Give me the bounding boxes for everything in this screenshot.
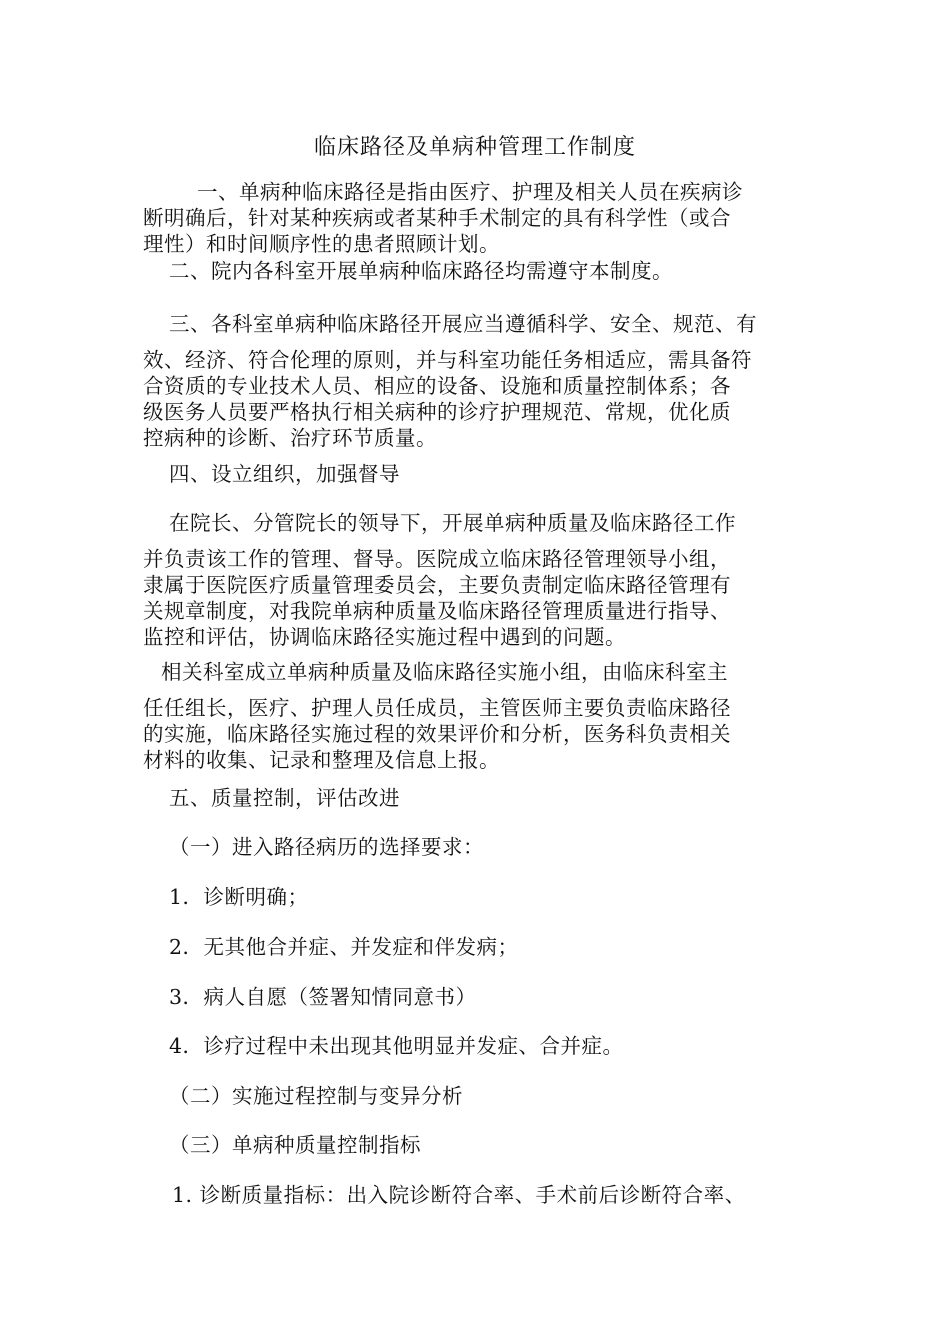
list-item: 1. 诊断质量指标：出入院诊断符合率、手术前后诊断符合率、 [172,1183,746,1207]
paragraph-line: 一、单病种临床路径是指由医疗、护理及相关人员在疾病诊 [197,180,743,204]
paragraph-line: 并负责该工作的管理、督导。医院成立临床路径管理领导小组， [143,547,731,571]
subsection-1-heading: （一）进入路径病历的选择要求： [169,835,484,859]
paragraph-line: 隶属于医院医疗质量管理委员会，主要负责制定临床路径管理有 [143,573,731,597]
paragraph-line: 在院长、分管院长的领导下，开展单病种质量及临床路径工作 [169,511,736,535]
section-4-paragraph-2 [143,659,811,773]
subsection-3-heading: （三）单病种质量控制指标 [169,1133,421,1157]
paragraph-line: 控病种的诊断、治疗环节质量。 [143,426,437,450]
list-item: 4．诊疗过程中未出现其他明显并发症、合并症。 [169,1034,624,1058]
paragraph-line: 效、经济、符合伦理的原则，并与科室功能任务相适应，需具备符 [143,348,752,372]
paragraph-line: 断明确后，针对某种疾病或者某种手术制定的具有科学性（或合 [143,206,731,230]
paragraph-line: 材料的收集、记录和整理及信息上报。 [143,748,500,772]
section-5-heading: 五、质量控制，评估改进 [169,786,400,810]
section-1-paragraph [143,179,811,257]
section-4-heading: 四、设立组织，加强督导 [169,462,400,486]
paragraph-line: 级医务人员要严格执行相关病种的诊疗护理规范、常规，优化质 [143,400,731,424]
subsection-2-heading: （二）实施过程控制与变异分析 [169,1084,463,1108]
paragraph-line: 监控和评估，协调临床路径实施过程中遇到的问题。 [143,625,626,649]
paragraph-line: 关规章制度，对我院单病种质量及临床路径管理质量进行指导、 [143,599,731,623]
paragraph-line: 合资质的专业技术人员、相应的设备、设施和质量控制体系；各 [143,374,731,398]
paragraph-line: 理性）和时间顺序性的患者照顾计划。 [143,232,500,256]
list-item: 1．诊断明确； [169,885,309,909]
paragraph-line: 任任组长，医疗、护理人员任成员，主管医师主要负责临床路径 [143,696,731,720]
section-3-paragraph [143,311,811,451]
section-2-paragraph: 二、院内各科室开展单病种临床路径均需遵守本制度。 [169,259,673,283]
list-item: 2．无其他合并症、并发症和伴发病； [169,935,519,959]
list-item: 3．病人自愿（签署知情同意书） [169,985,477,1009]
section-4-paragraph-1 [143,510,811,650]
paragraph-line: 的实施，临床路径实施过程的效果评价和分析，医务科负责相关 [143,722,731,746]
paragraph-line: 相关科室成立单病种质量及临床路径实施小组，由临床科室主 [161,660,728,684]
document-title: 临床路径及单病种管理工作制度 [313,135,636,160]
paragraph-line: 三、各科室单病种临床路径开展应当遵循科学、安全、规范、有 [169,312,757,336]
